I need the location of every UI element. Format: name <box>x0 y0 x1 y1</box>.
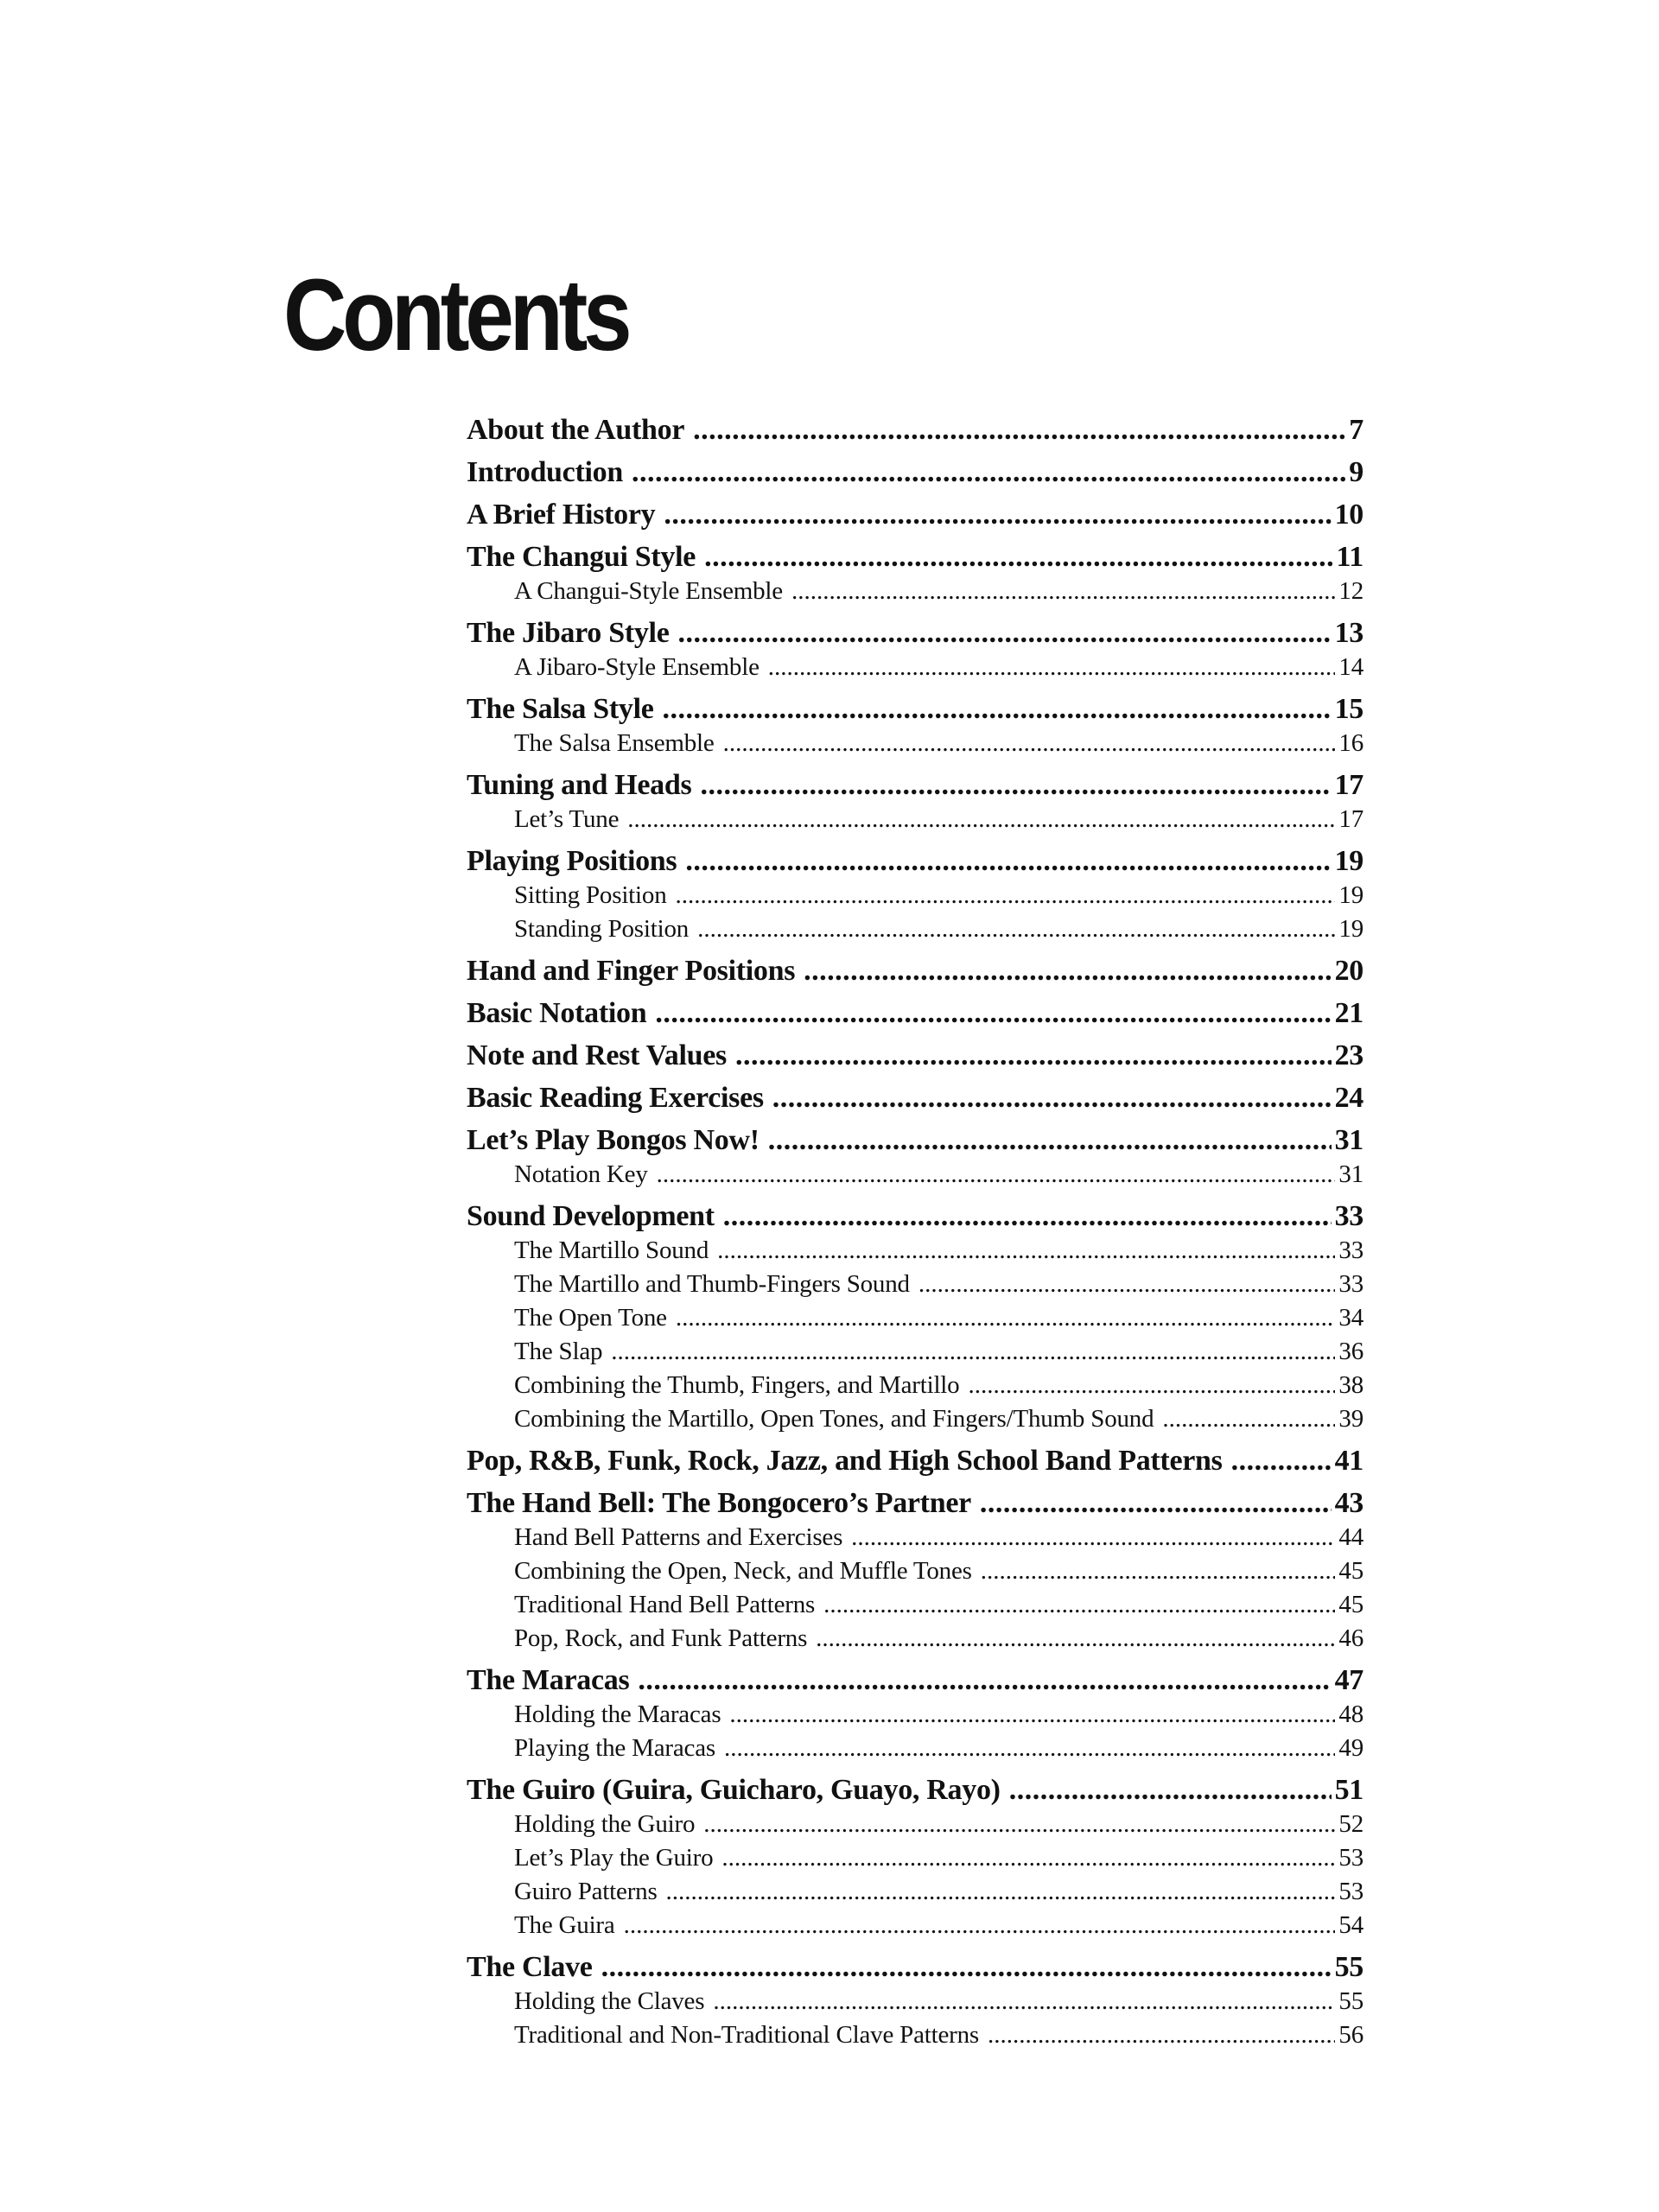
dot-leader <box>624 1909 1336 1942</box>
toc-entry-page-number: 53 <box>1338 1844 1363 1872</box>
toc-entry-label: The Salsa Ensemble <box>514 729 715 757</box>
toc-section-entry[interactable] <box>467 1369 1363 1402</box>
toc-entry-page-number: 10 <box>1334 499 1363 531</box>
toc-chapter-entry[interactable] <box>467 498 1363 532</box>
toc-entry-page-number: 24 <box>1334 1082 1363 1114</box>
dot-leader <box>601 1950 1332 1985</box>
toc-section-entry[interactable] <box>467 575 1363 608</box>
toc-entry-page-number: 19 <box>1338 915 1363 943</box>
toc-section-entry[interactable] <box>467 1301 1363 1335</box>
toc-entry-page-number: 31 <box>1334 1124 1363 1156</box>
toc-entry-label: Sitting Position <box>514 881 667 909</box>
toc-section-entry[interactable] <box>467 1698 1363 1732</box>
toc-entry-label: The Hand Bell: The Bongocero’s Partner <box>467 1487 971 1519</box>
toc-section-entry[interactable] <box>467 1335 1363 1369</box>
toc-entry-page-number: 53 <box>1338 1878 1363 1905</box>
toc-entry-label: About the Author <box>467 414 685 446</box>
toc-entry-page-number: 11 <box>1336 541 1363 573</box>
toc-chapter-entry[interactable] <box>467 768 1363 803</box>
dot-leader <box>721 1841 1335 1875</box>
toc-entry-label: Combining the Thumb, Fingers, and Martillo <box>514 1371 960 1399</box>
toc-entry-label: Playing the Maracas <box>514 1734 715 1762</box>
dot-leader <box>700 768 1331 803</box>
toc-entry-label: The Clave <box>467 1951 593 1983</box>
toc-entry-page-number: 14 <box>1338 653 1363 681</box>
dot-leader <box>723 727 1336 760</box>
dot-leader <box>655 996 1331 1031</box>
dot-leader <box>772 1081 1332 1116</box>
toc-entry-page-number: 33 <box>1338 1270 1363 1298</box>
toc-entry-label: Pop, R&B, Funk, Rock, Jazz, and High School Band Patterns <box>467 1445 1223 1477</box>
dot-leader <box>666 1875 1336 1909</box>
toc-entry-label: Standing Position <box>514 915 690 943</box>
toc-chapter-entry[interactable] <box>467 1444 1363 1478</box>
dot-leader <box>723 1199 1332 1234</box>
toc-chapter-entry[interactable] <box>467 844 1363 879</box>
dot-leader <box>724 1732 1335 1765</box>
toc-entry-label: Pop, Rock, and Funk Patterns <box>514 1624 808 1652</box>
dot-leader <box>703 1808 1335 1841</box>
dot-leader <box>677 616 1331 651</box>
toc-entry-page-number: 17 <box>1338 805 1363 833</box>
toc-section-entry[interactable] <box>467 1268 1363 1301</box>
toc-entry-label: Let’s Play Bongos Now! <box>467 1124 760 1156</box>
toc-entry-page-number: 23 <box>1334 1039 1363 1071</box>
toc-entry-label: Let’s Play the Guiro <box>514 1844 714 1872</box>
dot-leader <box>968 1369 1335 1402</box>
toc-section-entry[interactable] <box>467 1985 1363 2018</box>
toc-entry-page-number: 9 <box>1349 456 1363 488</box>
toc-chapter-entry[interactable] <box>467 413 1363 448</box>
toc-entry-label: A Brief History <box>467 499 656 531</box>
toc-entry-label: Basic Reading Exercises <box>467 1082 764 1114</box>
dot-leader <box>638 1663 1331 1698</box>
toc-entry-label: A Jibaro-Style Ensemble <box>514 653 760 681</box>
dot-leader <box>663 692 1332 727</box>
toc-section-entry[interactable] <box>467 1622 1363 1656</box>
toc-entry-page-number: 46 <box>1338 1624 1363 1652</box>
toc-entry-page-number: 44 <box>1338 1523 1363 1551</box>
dot-leader <box>717 1234 1335 1268</box>
toc-entry-label: Traditional Hand Bell Patterns <box>514 1591 816 1618</box>
toc-entry-page-number: 31 <box>1338 1160 1363 1188</box>
toc-entry-label: Note and Rest Values <box>467 1039 727 1071</box>
toc-entry-page-number: 55 <box>1338 1987 1363 2015</box>
toc-chapter-entry[interactable] <box>467 1081 1363 1116</box>
toc-entry-label: The Changui Style <box>467 541 696 573</box>
dot-leader <box>685 844 1331 879</box>
toc-entry-page-number: 34 <box>1338 1304 1363 1332</box>
toc-entry-label: A Changui-Style Ensemble <box>514 577 783 605</box>
toc-section-entry[interactable] <box>467 879 1363 912</box>
toc-entry-label: Holding the Maracas <box>514 1700 721 1728</box>
toc-entry-label: Introduction <box>467 456 623 488</box>
toc-entry-page-number: 33 <box>1334 1200 1363 1232</box>
toc-entry-label: Traditional and Non-Traditional Clave Patterns <box>514 2021 979 2049</box>
dot-leader <box>851 1521 1335 1554</box>
toc-chapter-entry[interactable] <box>467 1486 1363 1521</box>
toc-entry-label: Playing Positions <box>467 845 677 877</box>
dot-leader <box>980 1486 1332 1521</box>
toc-entry-page-number: 43 <box>1334 1487 1363 1519</box>
dot-leader <box>697 912 1335 946</box>
toc-entry-label: Hand and Finger Positions <box>467 955 796 987</box>
toc-entry-label: Basic Notation <box>467 997 647 1029</box>
toc-entry-page-number: 7 <box>1349 414 1363 446</box>
toc-entry-page-number: 45 <box>1338 1557 1363 1585</box>
toc-entry-label: The Martillo Sound <box>514 1236 709 1264</box>
toc-entry-label: The Slap <box>514 1338 603 1365</box>
toc-chapter-entry[interactable] <box>467 455 1363 490</box>
page-title: Contents <box>283 258 628 372</box>
toc-entry-page-number: 56 <box>1338 2021 1363 2049</box>
dot-leader <box>627 803 1335 836</box>
dot-leader <box>918 1268 1336 1301</box>
dot-leader <box>768 1123 1332 1158</box>
dot-leader <box>704 540 1332 575</box>
toc-entry-page-number: 15 <box>1334 693 1363 725</box>
toc-section-entry[interactable] <box>467 1808 1363 1841</box>
toc-entry-label: The Jibaro Style <box>467 617 670 649</box>
toc-entry-page-number: 20 <box>1334 955 1363 987</box>
toc-entry-label: The Martillo and Thumb-Fingers Sound <box>514 1270 910 1298</box>
toc-chapter-entry[interactable] <box>467 1123 1363 1158</box>
toc-section-entry[interactable] <box>467 912 1363 946</box>
toc-entry-page-number: 12 <box>1338 577 1363 605</box>
toc-section-entry[interactable] <box>467 1521 1363 1554</box>
toc-chapter-entry[interactable] <box>467 1663 1363 1698</box>
toc-entry-page-number: 33 <box>1338 1236 1363 1264</box>
dot-leader <box>657 1158 1336 1192</box>
dot-leader <box>804 954 1331 988</box>
dot-leader <box>816 1622 1335 1656</box>
toc-entry-label: Guiro Patterns <box>514 1878 658 1905</box>
toc-section-entry[interactable] <box>467 1841 1363 1875</box>
toc-entry-label: Holding the Guiro <box>514 1810 696 1838</box>
toc-entry-page-number: 19 <box>1334 845 1363 877</box>
toc-section-entry[interactable] <box>467 1588 1363 1622</box>
dot-leader <box>729 1698 1335 1732</box>
toc-entry-page-number: 47 <box>1334 1664 1363 1696</box>
dot-leader <box>693 413 1345 448</box>
table-of-contents <box>467 413 1363 2052</box>
toc-chapter-entry[interactable] <box>467 540 1363 575</box>
toc-section-entry[interactable] <box>467 1732 1363 1765</box>
dot-leader <box>768 651 1336 684</box>
dot-leader <box>632 455 1345 490</box>
toc-section-entry[interactable] <box>467 803 1363 836</box>
dot-leader <box>676 879 1336 912</box>
toc-entry-label: The Guiro (Guira, Guicharo, Guayo, Rayo) <box>467 1774 1001 1806</box>
dot-leader <box>791 575 1335 608</box>
toc-entry-label: The Open Tone <box>514 1304 667 1332</box>
toc-entry-label: Notation Key <box>514 1160 648 1188</box>
dot-leader <box>823 1588 1335 1622</box>
toc-entry-label: Let’s Tune <box>514 805 620 833</box>
toc-section-entry[interactable] <box>467 1158 1363 1192</box>
dot-leader <box>735 1039 1332 1073</box>
toc-chapter-entry[interactable] <box>467 996 1363 1031</box>
dot-leader <box>988 2018 1335 2052</box>
toc-section-entry[interactable] <box>467 727 1363 760</box>
toc-entry-page-number: 21 <box>1334 997 1363 1029</box>
toc-section-entry[interactable] <box>467 651 1363 684</box>
toc-chapter-entry[interactable] <box>467 616 1363 651</box>
toc-entry-page-number: 54 <box>1338 1911 1363 1939</box>
toc-entry-label: Holding the Claves <box>514 1987 705 2015</box>
toc-section-entry[interactable] <box>467 1234 1363 1268</box>
toc-entry-page-number: 49 <box>1338 1734 1363 1762</box>
toc-entry-page-number: 16 <box>1338 729 1363 757</box>
toc-section-entry[interactable] <box>467 2018 1363 2052</box>
toc-chapter-entry[interactable] <box>467 1039 1363 1073</box>
toc-chapter-entry[interactable] <box>467 1950 1363 1985</box>
toc-entry-page-number: 39 <box>1338 1405 1363 1433</box>
dot-leader <box>664 498 1331 532</box>
toc-entry-label: Hand Bell Patterns and Exercises <box>514 1523 843 1551</box>
dot-leader <box>611 1335 1335 1369</box>
toc-entry-label: The Maracas <box>467 1664 630 1696</box>
dot-leader <box>713 1985 1335 2018</box>
toc-chapter-entry[interactable] <box>467 1199 1363 1234</box>
toc-entry-label: The Salsa Style <box>467 693 654 725</box>
dot-leader <box>1231 1444 1332 1478</box>
toc-entry-label: Combining the Open, Neck, and Muffle Tones <box>514 1557 972 1585</box>
toc-entry-label: The Guira <box>514 1911 615 1939</box>
toc-chapter-entry[interactable] <box>467 954 1363 988</box>
toc-entry-label: Sound Development <box>467 1200 715 1232</box>
toc-chapter-entry[interactable] <box>467 692 1363 727</box>
toc-entry-label: Tuning and Heads <box>467 769 692 801</box>
dot-leader <box>1009 1773 1332 1808</box>
toc-section-entry[interactable] <box>467 1402 1363 1436</box>
toc-entry-page-number: 52 <box>1338 1810 1363 1838</box>
toc-entry-page-number: 36 <box>1338 1338 1363 1365</box>
toc-chapter-entry[interactable] <box>467 1773 1363 1808</box>
toc-entry-page-number: 19 <box>1338 881 1363 909</box>
dot-leader <box>1162 1402 1335 1436</box>
toc-entry-page-number: 17 <box>1334 769 1363 801</box>
toc-section-entry[interactable] <box>467 1909 1363 1942</box>
toc-section-entry[interactable] <box>467 1554 1363 1588</box>
toc-section-entry[interactable] <box>467 1875 1363 1909</box>
toc-entry-page-number: 38 <box>1338 1371 1363 1399</box>
toc-entry-label: Combining the Martillo, Open Tones, and Fingers/Thumb Sound <box>514 1405 1154 1433</box>
dot-leader <box>676 1301 1336 1335</box>
toc-entry-page-number: 13 <box>1334 617 1363 649</box>
toc-entry-page-number: 55 <box>1334 1951 1363 1983</box>
toc-entry-page-number: 45 <box>1338 1591 1363 1618</box>
toc-entry-page-number: 41 <box>1334 1445 1363 1477</box>
dot-leader <box>981 1554 1336 1588</box>
toc-entry-page-number: 51 <box>1334 1774 1363 1806</box>
toc-entry-page-number: 48 <box>1338 1700 1363 1728</box>
